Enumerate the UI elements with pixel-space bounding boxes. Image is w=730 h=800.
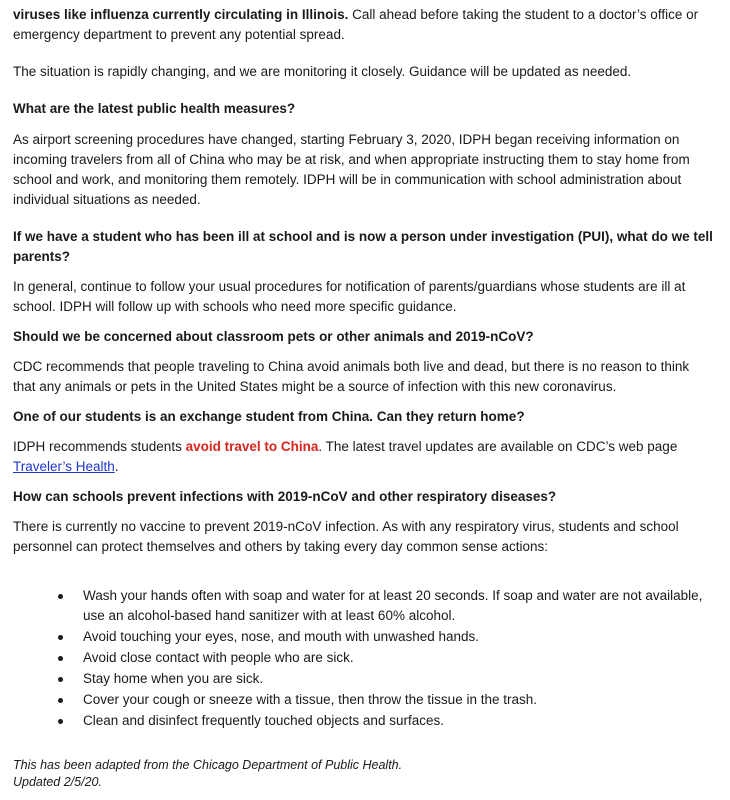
travelers-health-link[interactable]: Traveler’s Health — [13, 459, 115, 474]
prevention-bullet-list — [13, 586, 713, 731]
intro-bold-lead: viruses like influenza currently circulating in Illinois. — [13, 7, 349, 22]
list-item — [13, 586, 713, 626]
avoid-travel-warning: avoid travel to China — [185, 439, 319, 454]
bullet-icon — [58, 594, 63, 599]
list-item — [13, 711, 713, 731]
section-body-pets: CDC recommends that people traveling to China avoid animals both live and dead, but there is no reason to think that any animals or pets in the United States might be a source of infection with this new coronavirus. — [13, 359, 690, 394]
exchange-body-pre: IDPH recommends students — [13, 439, 186, 454]
section-heading-prevention: How can schools prevent infections with 2019-nCoV and other respiratory diseases? — [13, 489, 557, 504]
exchange-body-mid: . The latest travel updates are available on CDC’s web page — [318, 439, 678, 454]
document-page — [13, 5, 713, 791]
situation-paragraph: The situation is rapidly changing, and we are monitoring it closely. Guidance will be updated as needed. — [13, 64, 632, 79]
list-item — [13, 690, 713, 710]
section-body-exchange — [13, 437, 713, 477]
bullet-icon — [58, 698, 63, 703]
bullet-text: Wash your hands often with soap and water for at least 20 seconds. If soap and water are not available, use an alcohol-based hand sanitizer with at least 60% alcohol. — [83, 588, 703, 623]
section-body-pui: In general, continue to follow your usual procedures for notification of parents/guardians whose students are ill at school. IDPH will follow up with schools who need more specific guidance. — [13, 279, 686, 314]
section-body-measures: As airport screening procedures have changed, starting February 3, 2020, IDPH began receiving information on incoming travelers from all of China who may be at risk, and when appropriate instructing them to stay home from school and work, and monitoring them remotely. IDPH will be in communication with school administration about individual situations as needed. — [13, 132, 690, 207]
bullet-text: Clean and disinfect frequently touched objects and surfaces. — [83, 713, 444, 728]
bullet-icon — [58, 677, 63, 682]
section-heading-exchange: One of our students is an exchange student from China. Can they return home? — [13, 409, 525, 424]
intro-rest: Call ahead before taking the student to a doctor’s office or emergency department to prevent any potential spread. — [13, 7, 699, 42]
footer-updated: Updated 2/5/20. — [13, 775, 102, 789]
exchange-body-post: . — [114, 459, 119, 474]
section-heading-measures: What are the latest public health measures? — [13, 101, 296, 116]
list-item — [13, 648, 713, 668]
footer-source: This has been adapted from the Chicago Department of Public Health. — [13, 758, 403, 772]
bullet-icon — [58, 656, 63, 661]
bullet-text: Cover your cough or sneeze with a tissue, then throw the tissue in the trash. — [83, 692, 537, 707]
section-body-prevention: There is currently no vaccine to prevent 2019-nCoV infection. As with any respiratory virus, students and school personnel can protect themselves and others by taking every day common sense actions: — [13, 519, 679, 554]
bullet-text: Avoid touching your eyes, nose, and mouth with unwashed hands. — [83, 629, 480, 644]
list-item — [13, 669, 713, 689]
bullet-text: Stay home when you are sick. — [83, 671, 264, 686]
bullet-icon — [58, 635, 63, 640]
footer-note — [13, 757, 713, 791]
bullet-text: Avoid close contact with people who are sick. — [83, 650, 354, 665]
intro-paragraph — [13, 5, 713, 45]
section-heading-pui: If we have a student who has been ill at school and is now a person under investigation (PUI), what do we tell parents? — [13, 229, 713, 264]
section-heading-pets: Should we be concerned about classroom pets or other animals and 2019-nCoV? — [13, 329, 534, 344]
list-item — [13, 627, 713, 647]
bullet-icon — [58, 719, 63, 724]
